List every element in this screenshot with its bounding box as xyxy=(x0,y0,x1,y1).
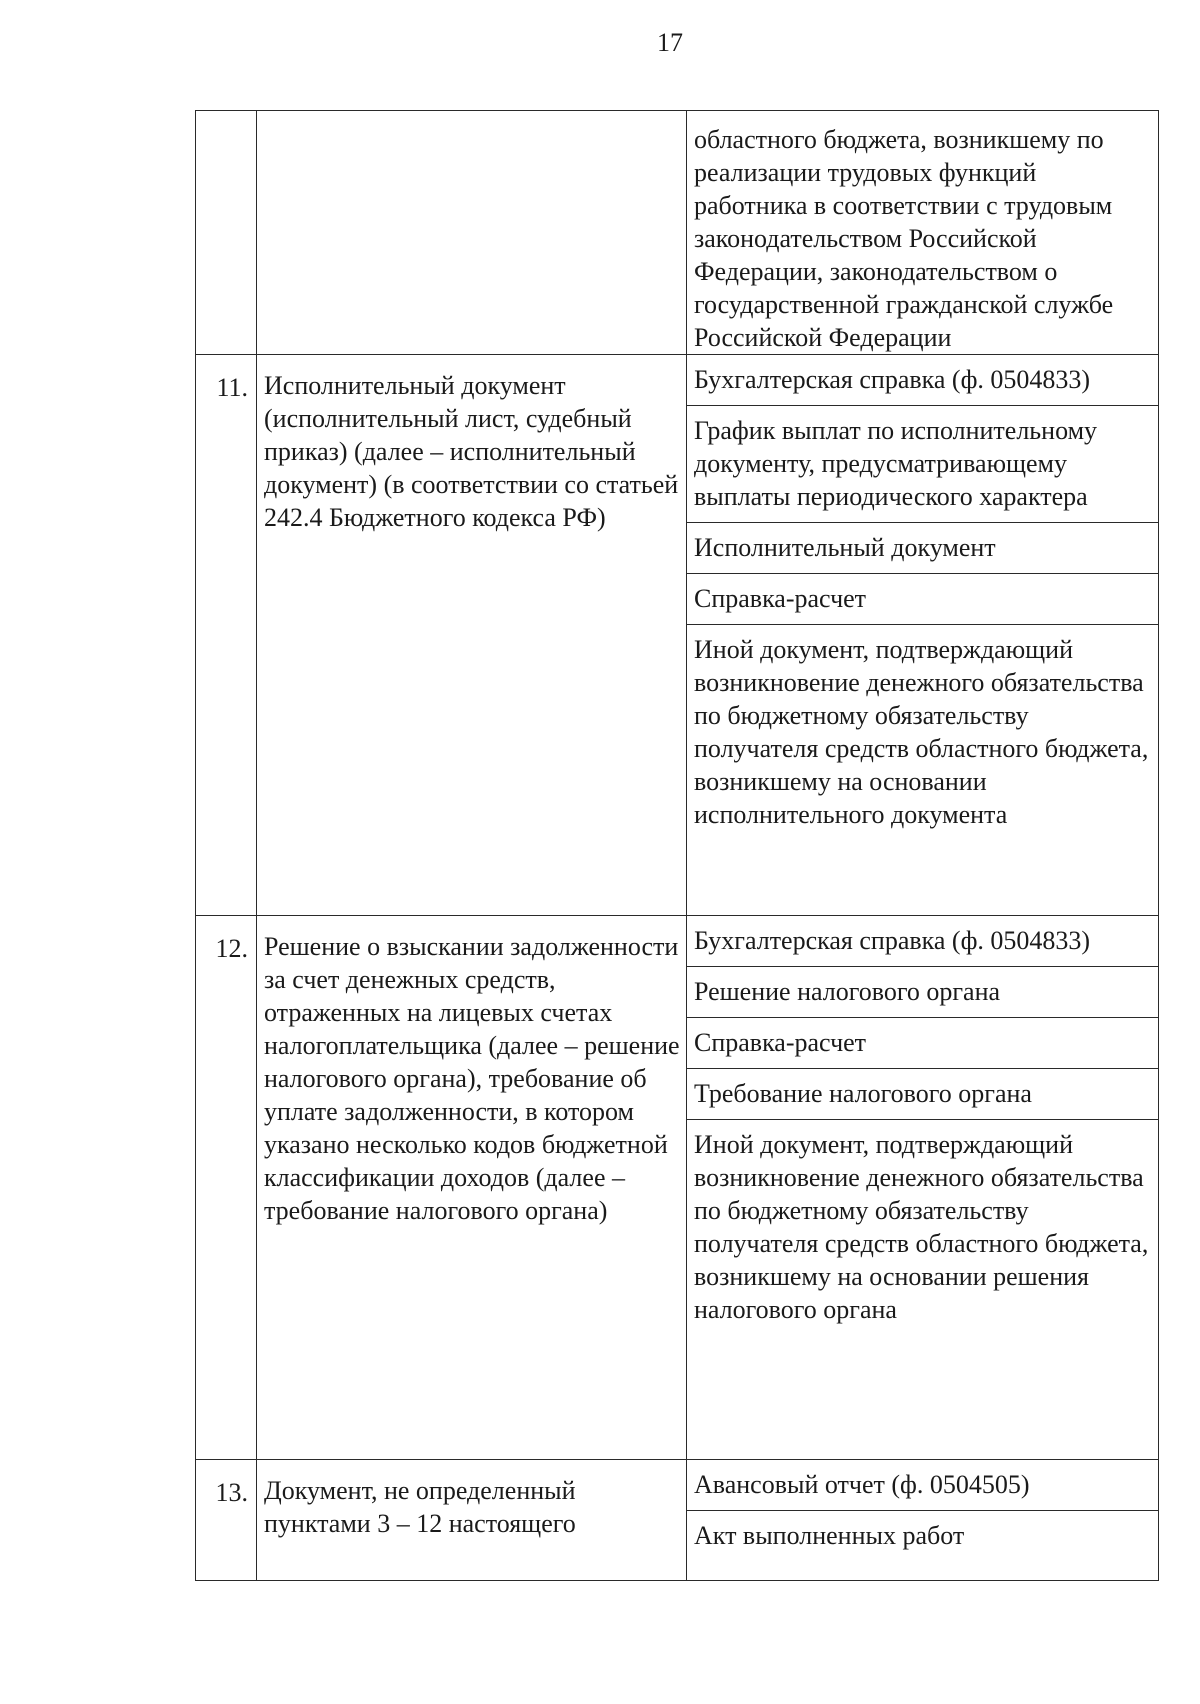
table-row-12 xyxy=(196,916,1159,1460)
row-document: Документ, не определенный пунктами 3 – 12 настоящего xyxy=(257,1460,687,1581)
basis-item: Справка-расчет xyxy=(687,574,1158,625)
row-basis-list-cell xyxy=(687,916,1159,1460)
doc-cell-empty xyxy=(257,111,687,355)
basis-item: Бухгалтерская справка (ф. 0504833) xyxy=(687,355,1158,406)
row-number: 13. xyxy=(196,1460,257,1581)
row-basis-list-cell xyxy=(687,1460,1159,1581)
basis-list xyxy=(687,355,1158,856)
basis-item: Бухгалтерская справка (ф. 0504833) xyxy=(687,916,1158,967)
basis-item: Иной документ, подтверждающий возникновение денежного обязательства по бюджетному обязательству получателя средств областного бюджета, возникшему на основании решения налогового органа xyxy=(694,1130,1149,1324)
table-row-13 xyxy=(196,1460,1159,1581)
num-cell-empty xyxy=(196,111,257,355)
documents-table xyxy=(195,110,1159,1581)
row-document: Исполнительный документ (исполнительный лист, судебный приказ) (далее – исполнительный документ) (в соответствии со статьей 242.4 Бюджетного кодекса РФ) xyxy=(257,355,687,916)
row-document: Решение о взыскании задолженности за счет денежных средств, отраженных на лицевых счетах налогоплательщика (далее – решение налогового органа), требование об уплате задолженности, в котором указано несколько кодов бюджетной классификации доходов (далее – требование налогового органа) xyxy=(257,916,687,1460)
row-number: 12. xyxy=(196,916,257,1460)
basis-item: Решение налогового органа xyxy=(687,967,1158,1018)
row-number: 11. xyxy=(196,355,257,916)
basis-list xyxy=(687,1460,1158,1561)
basis-item: Акт выполненных работ xyxy=(694,1521,965,1550)
basis-item: Иной документ, подтверждающий возникновение денежного обязательства по бюджетному обязательству получателя средств областного бюджета, возникшему на основании исполнительного документа xyxy=(694,635,1149,829)
basis-item: Авансовый отчет (ф. 0504505) xyxy=(687,1460,1158,1511)
basis-item: Справка-расчет xyxy=(687,1018,1158,1069)
row-basis-list-cell xyxy=(687,355,1159,916)
table-row-continuation xyxy=(196,111,1159,355)
basis-list xyxy=(687,916,1158,1389)
page-number: 17 xyxy=(657,28,683,57)
basis-item: График выплат по исполнительному документу, предусматривающему выплаты периодического характера xyxy=(687,406,1158,523)
basis-item: Требование налогового органа xyxy=(687,1069,1158,1120)
basis-item: Исполнительный документ xyxy=(687,523,1158,574)
basis-cell-continuation: областного бюджета, возникшему по реализации трудовых функций работника в соответствии с трудовым законодательством Российской Федерации, законодательством о государственной гражданской службе Российской Федерации xyxy=(687,111,1159,355)
table-row-11 xyxy=(196,355,1159,916)
